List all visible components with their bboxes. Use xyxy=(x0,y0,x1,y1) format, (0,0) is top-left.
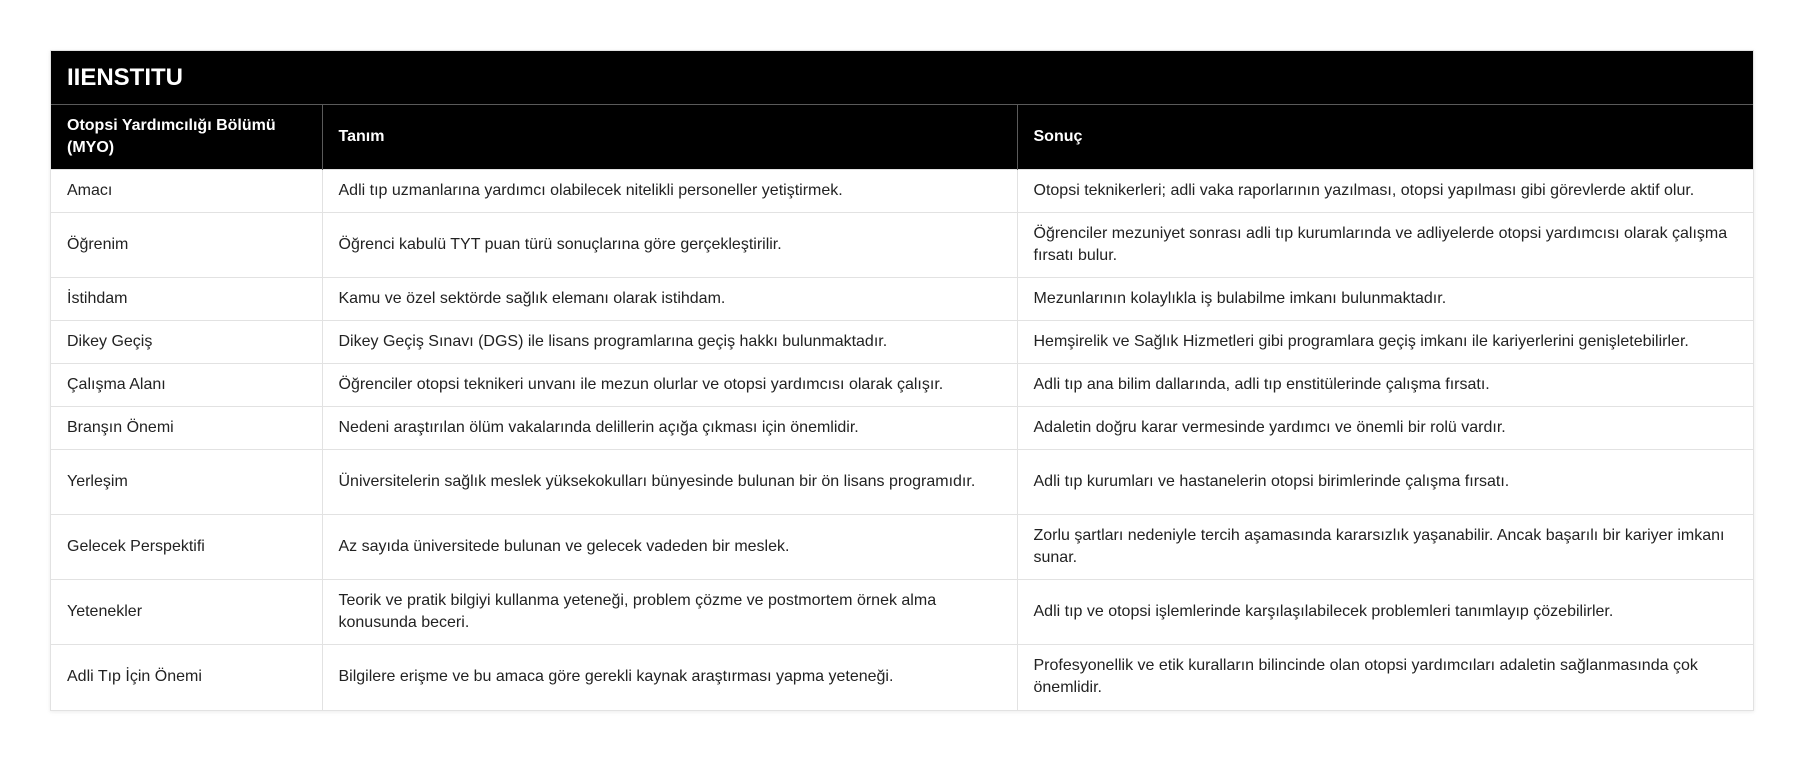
cell-definition: Öğrenci kabulü TYT puan türü sonuçlarına göre gerçekleştirilir. xyxy=(322,213,1017,278)
cell-topic: Gelecek Perspektifi xyxy=(51,515,322,580)
table-row xyxy=(51,515,1753,580)
cell-topic: Öğrenim xyxy=(51,213,322,278)
header-tanim: Tanım xyxy=(322,105,1017,170)
cell-result: Adli tıp ve otopsi işlemlerinde karşılaşılabilecek problemleri tanımlayıp çözebilirler. xyxy=(1017,580,1753,645)
cell-result: Öğrenciler mezuniyet sonrası adli tıp kurumlarında ve adliyelerde otopsi yardımcısı olarak çalışma fırsatı bulur. xyxy=(1017,213,1753,278)
cell-definition: Üniversitelerin sağlık meslek yüksekokulları bünyesinde bulunan bir ön lisans programıdır. xyxy=(322,450,1017,515)
cell-definition: Öğrenciler otopsi teknikeri unvanı ile mezun olurlar ve otopsi yardımcısı olarak çalışır. xyxy=(322,364,1017,407)
cell-topic: Branşın Önemi xyxy=(51,407,322,450)
info-table-card xyxy=(50,50,1754,711)
cell-definition: Bilgilere erişme ve bu amaca göre gerekli kaynak araştırması yapma yeteneği. xyxy=(322,645,1017,710)
cell-topic: Yerleşim xyxy=(51,450,322,515)
cell-definition: Teorik ve pratik bilgiyi kullanma yeteneği, problem çözme ve postmortem örnek alma konusunda beceri. xyxy=(322,580,1017,645)
cell-topic: Çalışma Alanı xyxy=(51,364,322,407)
cell-definition: Adli tıp uzmanlarına yardımcı olabilecek nitelikli personeller yetiştirmek. xyxy=(322,170,1017,213)
cell-result: Profesyonellik ve etik kuralların bilincinde olan otopsi yardımcıları adaletin sağlanmasında çok önemlidir. xyxy=(1017,645,1753,710)
info-table xyxy=(51,105,1753,710)
table-header-row xyxy=(51,105,1753,170)
brand-title: IIENSTITU xyxy=(51,51,1753,105)
cell-result: Adli tıp ana bilim dallarında, adli tıp enstitülerinde çalışma fırsatı. xyxy=(1017,364,1753,407)
cell-topic: Yetenekler xyxy=(51,580,322,645)
cell-definition: Nedeni araştırılan ölüm vakalarında delillerin açığa çıkması için önemlidir. xyxy=(322,407,1017,450)
cell-topic: Dikey Geçiş xyxy=(51,321,322,364)
table-row xyxy=(51,450,1753,515)
table-row xyxy=(51,321,1753,364)
cell-topic: Amacı xyxy=(51,170,322,213)
cell-definition: Kamu ve özel sektörde sağlık elemanı olarak istihdam. xyxy=(322,278,1017,321)
header-sonuc: Sonuç xyxy=(1017,105,1753,170)
cell-result: Zorlu şartları nedeniyle tercih aşamasında kararsızlık yaşanabilir. Ancak başarılı bir kariyer imkanı sunar. xyxy=(1017,515,1753,580)
table-row xyxy=(51,580,1753,645)
table-row xyxy=(51,213,1753,278)
cell-result: Mezunlarının kolaylıkla iş bulabilme imkanı bulunmaktadır. xyxy=(1017,278,1753,321)
cell-result: Adaletin doğru karar vermesinde yardımcı ve önemli bir rolü vardır. xyxy=(1017,407,1753,450)
table-row xyxy=(51,645,1753,710)
cell-result: Adli tıp kurumları ve hastanelerin otopsi birimlerinde çalışma fırsatı. xyxy=(1017,450,1753,515)
table-row xyxy=(51,407,1753,450)
table-row xyxy=(51,364,1753,407)
cell-topic: Adli Tıp İçin Önemi xyxy=(51,645,322,710)
table-row xyxy=(51,278,1753,321)
cell-result: Hemşirelik ve Sağlık Hizmetleri gibi programlara geçiş imkanı ile kariyerlerini genişletebilirler. xyxy=(1017,321,1753,364)
table-row xyxy=(51,170,1753,213)
cell-result: Otopsi teknikerleri; adli vaka raporlarının yazılması, otopsi yapılması gibi görevlerde aktif olur. xyxy=(1017,170,1753,213)
cell-topic: İstihdam xyxy=(51,278,322,321)
cell-definition: Az sayıda üniversitede bulunan ve gelecek vadeden bir meslek. xyxy=(322,515,1017,580)
header-bolum: Otopsi Yardımcılığı Bölümü (MYO) xyxy=(51,105,322,170)
cell-definition: Dikey Geçiş Sınavı (DGS) ile lisans programlarına geçiş hakkı bulunmaktadır. xyxy=(322,321,1017,364)
